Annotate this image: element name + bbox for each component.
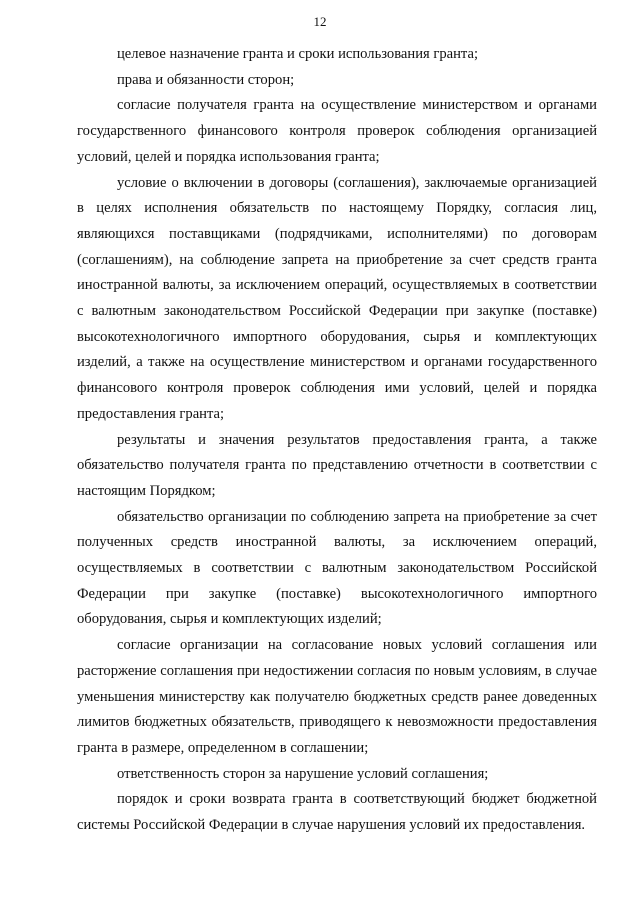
paragraph-new-terms-consent: согласие организации на согласование новых условий соглашения или расторжение соглашения при недостижении согласия по новым условиям, в случае уменьшения министерству как получателю бюджетных средств ранее доведенных лимитов бюджетных обязательств, приводящего к невозможности предоставления гранта в размере, определенном в соглашении; <box>77 637 597 756</box>
paragraph-refund-procedure: порядок и сроки возврата гранта в соответствующий бюджет бюджетной системы Российской Федерации в случае нарушения условий их предоставления. <box>77 791 597 834</box>
paragraph-results-reporting: результаты и значения результатов предоставления гранта, а также обязательство получателя гранта по представлению отчетности в соответствии с настоящим Порядком; <box>77 431 597 499</box>
page-number: 12 <box>313 14 327 29</box>
paragraph-rights-obligations: права и обязанности сторон; <box>117 71 295 88</box>
paragraph-contract-conditions: условие о включении в договоры (соглашения), заключаемые организацией в целях исполнения обязательств по настоящему Порядку, согласия лиц, являющихся поставщиками (подрядчиками, исполнителями) по договорам (соглашениям), на соблюдение запрета на приобретение за счет средств гранта иностранной валюты, за исключением операций, осуществляемых в соответствии с валютным законодательством Российской Федерации при закупке (поставке) высокотехнологичного импортного оборудования, сырья и комплектующих изделий, а также на осуществление министерством и органами государственного финансового контроля проверок соблюдения ими условий, целей и порядка предоставления гранта; <box>77 174 597 422</box>
paragraph-grant-purpose: целевое назначение гранта и сроки использования гранта; <box>117 46 479 62</box>
document-text <box>77 42 597 839</box>
paragraph-inspection-consent: согласие получателя гранта на осуществление министерством и органами государственного финансового контроля проверок соблюдения организацией условий, целей и порядка использования гранта; <box>77 97 597 165</box>
paragraph-liability: ответственность сторон за нарушение условий соглашения; <box>117 765 489 782</box>
paragraph-currency-ban: обязательство организации по соблюдению запрета на приобретение за счет полученных средств иностранной валюты, за исключением операций, осуществляемых в соответствии с валютным законодательством Российской Федерации при закупке (поставке) высокотехнологичного импортного оборудования, сырья и комплектующих изделий; <box>77 508 597 628</box>
